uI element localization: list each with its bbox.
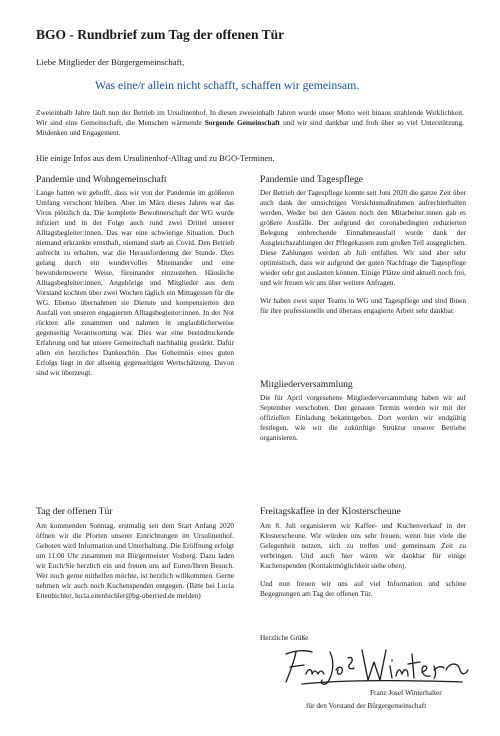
handwritten-signature	[282, 640, 472, 690]
greeting: Herzliche Grüße	[260, 633, 309, 642]
tag-text: Am kommenden Sonntag, erstmalig seit dem Start Anfang 2020 öffnen wir die Pforten unserer Einrichtungen im Ursulinenhof. Geboten wird Information und Unterhaltung. Die Eröffnung erfolgt um 11:00 Uhr zusammen mit Bürgermeister Vosberg. Dazu laden wir Euch/Sie herzlich ein und freuen uns auf Euren/Ihren Besuch. Wer noch gerne mithelfen möchte, ist herzlich willkommen. Gerne nehmen wir auch noch Kuchenspenden entgegen. (Bitte bei Lucia Eitenbichler, lucia.eitenbichler@bg-oberried.de melden)	[36, 521, 234, 600]
heading-freitagskaffee: Freitagskaffee in der Klosterscheune	[260, 506, 401, 517]
intro-bold: Sorgende Gemeinschaft	[204, 118, 280, 127]
signer-name: Franz Josef Winterhalter	[370, 688, 442, 697]
kaffee-text-2: Und nun freuen wir uns auf viel Information und schöne Begegnungen am Tag der offenen Tür.	[260, 579, 466, 598]
page-title: BGO - Rundbrief zum Tag der offenen Tür	[36, 27, 285, 42]
heading-tag-der-offenen-tuer: Tag der offenen Tür	[36, 506, 113, 517]
section-pandemie-wg	[36, 188, 234, 378]
mv-text: Die für April vorgesehene Mitgliederversammlung haben wir auf September verschoben. Den genauen Termin werden wir mit der offiziellen Einladung bekanntgeben. Dort werden wir endgültig festlegen, wie wir die zukünftige Struktur unserer Betriebe organisieren.	[260, 393, 466, 442]
section-freitagskaffee	[260, 521, 466, 599]
intro-text-end: und wir sind dankbar und froh über so viel Unterstützung, Mitdenken und Engagement.	[36, 118, 464, 137]
intro-text-start: Zweieinhalb Jahre läuft nun der Betrieb im Ursulinenhof. In diesen zweieinhalb Jahren wurde unser Motto weit hinaus strahlende Wirklichkeit. Wir sind eine Gemeinschaft, die Menschen wärmende	[36, 108, 464, 127]
section-mitgliederversammlung	[260, 393, 466, 443]
heading-mitgliederversammlung: Mitgliederversammlung	[260, 379, 353, 390]
pandemie-tp-text: Der Betrieb der Tagespflege konnte seit Juni 2020 die ganze Zeit über auch dank der umsichtigen Vorsichtsmaßnahmen aufrechterhalten werden. Weder bei den Gästen noch den Mitarbeiter:innen gab es größere Ausfälle. Der aufgrund der coronabedingten reduzierten Belegung einbrechende Einnahmeausfall wurde dank der Ausgleichszahlungen der Pflegekassen zum großen Teil ausgeglichen. Diese Zahlungen werden ab Juli entfallen. Wir sind aber sehr optimistisch, dass wir aufgrund der guten Nachfrage die Tagespflege wieder sehr gut auslasten können. Einige Plätze sind aktuell noch frei, und wir freuen wir uns über weitere Anfragen.	[260, 188, 466, 287]
heading-pandemie-wg: Pandemie und Wohngemeinschaft	[36, 174, 167, 185]
pandemie-tp-text-2: Wir haben zwei super Teams in WG und Tagespflege und sind Ihnen für ihre professionelle und überaus engagierte Arbeit sehr dankbar.	[260, 296, 466, 315]
kaffee-text: Am 8. Juli organisieren wir Kaffee- und Kuchenverkauf in der Klosterscheune. Wir würden uns sehr freuen, wenn hier viele die Gelegenheit nutzen, sich zu treffen und gemeinsam Zeit zu verbringen. Und auch hier wären wir dankbar für einige Kuchenspenden (Kontaktmöglichkeit siehe oben).	[260, 521, 466, 570]
section-tag-der-offenen-tuer	[36, 521, 234, 601]
signer-role: für den Vorstand der Bürgergemeinschaft	[306, 701, 427, 710]
motto: Was eine/r allein nicht schafft, schaffen wir gemeinsam.	[95, 78, 360, 92]
pandemie-wg-text: Lange hatten wir gehofft, dass wir von der Pandemie im größeren Umfang verschont bleiben. Aber im März dieses Jahres war das Virus plötzlich da. Die komplette Bewohnerschaft der WG wurde infiziert und in der Folge auch rund zwei Drittel unserer Alltagsbegleiter:innen. Das war eine schwierige Situation. Doch niemand erkrankte ernsthaft, niemand starb an Covid. Den Betrieb aufrecht zu erhalten, war die Herausforderung der Stunde. Dies gelang durch ein wundervolles Miteinander und eine bewundernswerte Weise, füreinander einzustehen. Häusliche Alltagsbegleiter:innen, Angehörige und Mitglieder aus dem Vorstand kochten über zwei Wochen täglich ein Mittagessen für die WG. Ebenso übernahmen sie Dienste und kompensierten den Ausfall von unseren engagierten Alltagsbegleiter:innen. In der Not rückten alle zusammen und nahmen in unglaublicherweise gegenseitig Verantwortung war. Dies war eine beeindruckende Erfahrung und hat unsere Gemeinschaft nachhaltig gestärkt. Dafür allen ein herzliches Dankeschön. Das Geheimnis eines guten Erfolgs liegt in der allseitig gegenseitigen Wertschätzung. Davon sind wir überzeugt.	[36, 188, 234, 377]
info-hint: Hie einige Infos aus dem Ursulinenhof-Alltag und zu BGO-Terminen.	[36, 153, 275, 163]
heading-pandemie-tp: Pandemie und Tagespflege	[260, 174, 364, 185]
section-pandemie-tp	[260, 188, 466, 316]
salutation: Liebe Mitglieder der Bürgergemeinschaft,	[36, 57, 185, 67]
intro-paragraph	[36, 108, 464, 138]
